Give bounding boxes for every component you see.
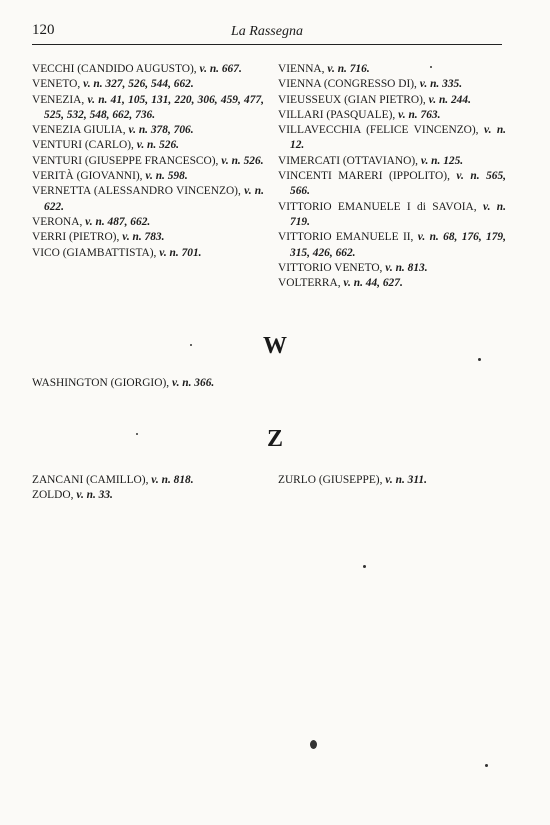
index-entry xyxy=(32,377,502,389)
entry-refs: v. n. 41, 105, 131, 220, 306, 459, 477, 525, 532, 548, 662, 736. xyxy=(44,93,264,121)
entry-name: VINCENTI MARERI (IPPOLITO), xyxy=(278,170,450,183)
entry-refs: v. n. 33. xyxy=(76,489,113,502)
index-column-left xyxy=(32,62,264,261)
entry-refs: v. n. 818. xyxy=(151,474,194,486)
entry-name: VITTORIO EMANUELE II, xyxy=(278,231,414,244)
index-entry xyxy=(32,77,264,92)
index-entry xyxy=(278,62,506,77)
index-entry xyxy=(278,154,506,169)
running-header xyxy=(32,22,502,45)
entry-refs: v. n. 366. xyxy=(171,377,215,389)
entry-refs: v. n. 12. xyxy=(290,124,506,152)
scan-speck xyxy=(430,66,432,68)
entry-name: VERONA, xyxy=(32,215,83,228)
entry-refs: v. n. 68, 176, 179, 315, 426, 662. xyxy=(290,231,506,259)
index-entry xyxy=(32,169,264,184)
entry-name: VENETO, xyxy=(32,78,81,91)
index-entry xyxy=(32,184,264,215)
section-z-column-left xyxy=(32,473,272,504)
entry-refs: v. n. 44, 627. xyxy=(343,277,403,290)
entry-name: VERNETTA (ALESSANDRO VINCENZO), xyxy=(32,185,241,198)
entry-refs: v. n. 783. xyxy=(122,231,165,244)
index-column-right xyxy=(278,62,506,291)
section-heading-w: W xyxy=(263,333,287,359)
index-entry xyxy=(278,261,506,276)
index-entry xyxy=(278,230,506,261)
entry-name: ZOLDO, xyxy=(32,489,74,502)
section-w-entries xyxy=(32,377,502,389)
entry-refs: v. n. 701. xyxy=(159,246,202,259)
index-entry xyxy=(32,138,264,153)
scan-speck xyxy=(190,344,192,346)
scan-speck xyxy=(363,565,366,568)
index-entry xyxy=(32,473,272,488)
scan-speck xyxy=(478,358,481,361)
index-entry xyxy=(32,246,264,261)
entry-name: VOLTERRA, xyxy=(278,277,341,290)
entry-refs: v. n. 813. xyxy=(385,261,428,274)
entry-refs: v. n. 327, 526, 544, 662. xyxy=(83,78,194,91)
index-entry xyxy=(32,215,264,230)
index-entry xyxy=(278,276,506,291)
entry-refs: v. n. 716. xyxy=(327,63,370,75)
entry-name: VIEUSSEUX (GIAN PIETRO), xyxy=(278,93,426,106)
entry-refs: v. n. 378, 706. xyxy=(128,124,194,137)
entry-name: VITTORIO VENETO, xyxy=(278,261,383,274)
entry-refs: v. n. 526. xyxy=(136,139,180,152)
entry-name: ZANCANI (CAMILLO), xyxy=(32,474,149,486)
entry-refs: v. n. 565, 566. xyxy=(290,170,507,198)
entry-name: VITTORIO EMANUELE I di SAVOIA, xyxy=(278,200,477,213)
index-entry xyxy=(278,108,506,123)
entry-name: VENTURI (CARLO), xyxy=(32,139,134,152)
entry-name: VIENNA, xyxy=(278,63,325,75)
entry-name: VENTURI (GIUSEPPE FRANCESCO), xyxy=(32,154,219,167)
page-number: 120 xyxy=(32,22,55,38)
entry-refs: v. n. 598. xyxy=(145,170,188,183)
index-entry xyxy=(278,200,506,231)
entry-name: WASHINGTON (GIORGIO), xyxy=(32,377,170,389)
entry-refs: v. n. 487, 662. xyxy=(85,215,151,228)
entry-name: VENEZIA, xyxy=(32,93,85,106)
index-entry xyxy=(32,488,272,503)
entry-name: VECCHI (CANDIDO AUGUSTO), xyxy=(32,63,197,75)
scan-speck xyxy=(136,433,138,435)
running-title: La Rassegna xyxy=(231,24,303,39)
entry-name: VIENNA (CONGRESSO DI), xyxy=(278,78,417,91)
entry-name: VILLARI (PASQUALE), xyxy=(278,108,396,121)
entry-refs: v. n. 763. xyxy=(398,108,441,121)
index-entry xyxy=(278,77,506,92)
index-entry xyxy=(278,473,506,488)
entry-name: VIMERCATI (OTTAVIANO), xyxy=(278,154,418,167)
index-entry xyxy=(32,123,264,138)
entry-refs: v. n. 667. xyxy=(199,63,242,75)
entry-name: VILLAVECCHIA (FELICE VINCENZO), xyxy=(278,124,479,137)
entry-name: VERITÀ (GIOVANNI), xyxy=(32,170,143,183)
index-entry xyxy=(32,154,264,169)
entry-name: VERRI (PIETRO), xyxy=(32,231,120,244)
entry-refs: v. n. 622. xyxy=(44,185,264,213)
entry-refs: v. n. 311. xyxy=(385,474,427,486)
index-entry xyxy=(278,93,506,108)
entry-refs: v. n. 125. xyxy=(420,154,464,167)
index-entry xyxy=(32,62,264,77)
index-entry xyxy=(278,123,506,154)
section-z-column-right xyxy=(278,473,506,488)
index-entry xyxy=(32,93,264,124)
index-entry xyxy=(278,169,506,200)
section-heading-z: Z xyxy=(266,426,283,452)
entry-name: VICO (GIAMBATTISTA), xyxy=(32,246,157,259)
entry-name: VENEZIA GIULIA, xyxy=(32,124,126,137)
entry-refs: v. n. 244. xyxy=(428,93,471,106)
entry-refs: v. n. 335. xyxy=(419,78,463,91)
entry-refs: v. n. 526. xyxy=(221,154,264,167)
index-entry xyxy=(32,230,264,245)
scan-speck xyxy=(310,740,317,749)
entry-refs: v. n. 719. xyxy=(290,200,506,228)
scan-speck xyxy=(485,764,488,767)
entry-name: ZURLO (GIUSEPPE), xyxy=(278,474,383,486)
